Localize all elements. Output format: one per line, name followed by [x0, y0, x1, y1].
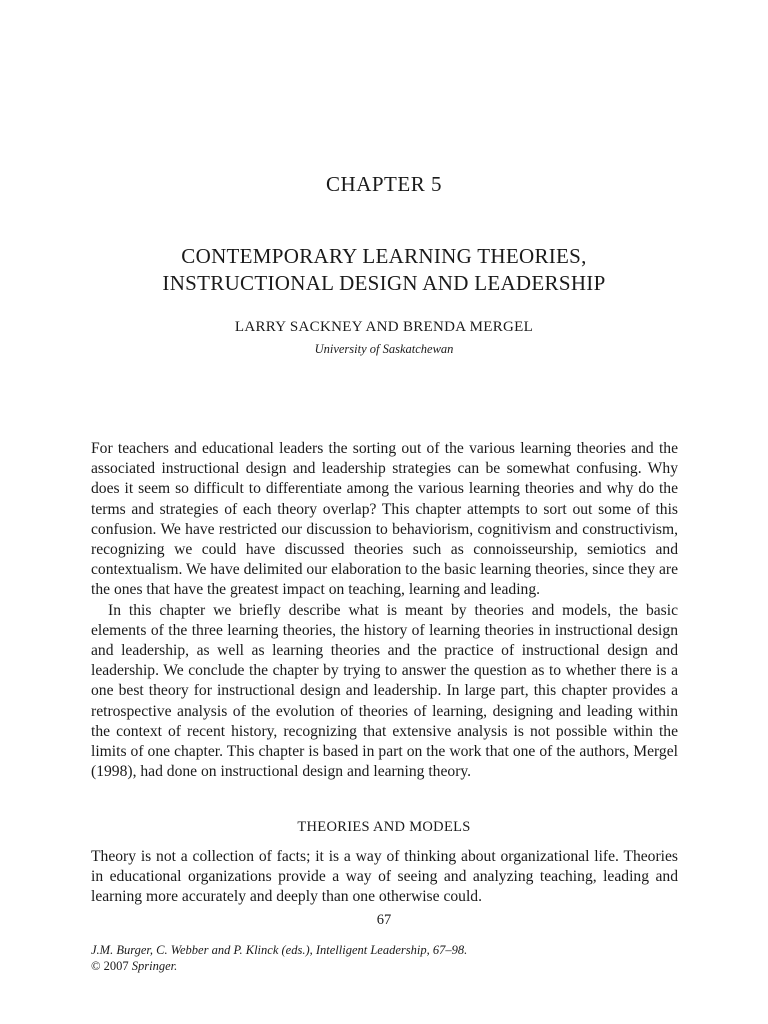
- publisher-name: Springer.: [131, 959, 178, 973]
- chapter-title: [40, 243, 728, 297]
- citation-footer: [91, 942, 467, 974]
- citation-pages: , 67–98.: [426, 943, 468, 957]
- citation-line: [91, 942, 467, 958]
- chapter-authors: LARRY SACKNEY AND BRENDA MERGEL: [234, 319, 534, 335]
- chapter-title-line-1: CONTEMPORARY LEARNING THEORIES,: [181, 244, 587, 268]
- intro-paragraph-1: For teachers and educational leaders the sorting out of the various learning theories and the associated instructional design and leadership strategies can be somewhat confusing. Why does it seem so difficult to differentiate among the various learning theories and why do the terms and strategies of each theory overlap? This chapter attempts to sort out some of this confusion. We have restricted our discussion to behaviorism, cognitivism and constructivism, recognizing we could have discussed theories such as connoisseurship, semiotics and contextualism. We have delimited our elaboration to the basic learning theories, since they are the ones that have the greatest impact on teaching, learning and leading.: [91, 440, 678, 599]
- citation-editors: J.M. Burger, C. Webber and P. Klinck (eds.), Intelligent Leadership: [91, 943, 427, 957]
- section-text: [91, 847, 678, 908]
- copyright-line: [91, 958, 467, 974]
- section-heading: THEORIES AND MODELS: [297, 819, 471, 835]
- section-paragraph: Theory is not a collection of facts; it is a way of thinking about organizational life. Theories in educational organizations provide a way of seeing and analyzing teaching, leading and learning more accurately and deeply than one otherwise could.: [91, 848, 678, 906]
- intro-text: [91, 439, 678, 782]
- author-affiliation: University of Saskatchewan: [314, 342, 454, 356]
- chapter-title-line-2: INSTRUCTIONAL DESIGN AND LEADERSHIP: [162, 271, 606, 295]
- chapter-label: CHAPTER 5: [326, 172, 442, 196]
- copyright-prefix: © 2007: [91, 959, 132, 973]
- page-number: 67: [376, 912, 392, 928]
- intro-paragraph-2: In this chapter we briefly describe what is meant by theories and models, the basic elements of the three learning theories, the history of learning theories in instructional design and leadership, as well as learning theories and the practice of instructional design and leadership. We conclude the chapter by trying to answer the question as to whether there is a one best theory for instructional design and leadership. In large part, this chapter provides a retrospective analysis of the evolution of theories of learning, designing and leading within the context of recent history, recognizing that extensive analysis is not possible within the limits of one chapter. This chapter is based in part on the work that one of the authors, Mergel (1998), had done on instructional design and learning theory.: [91, 601, 678, 781]
